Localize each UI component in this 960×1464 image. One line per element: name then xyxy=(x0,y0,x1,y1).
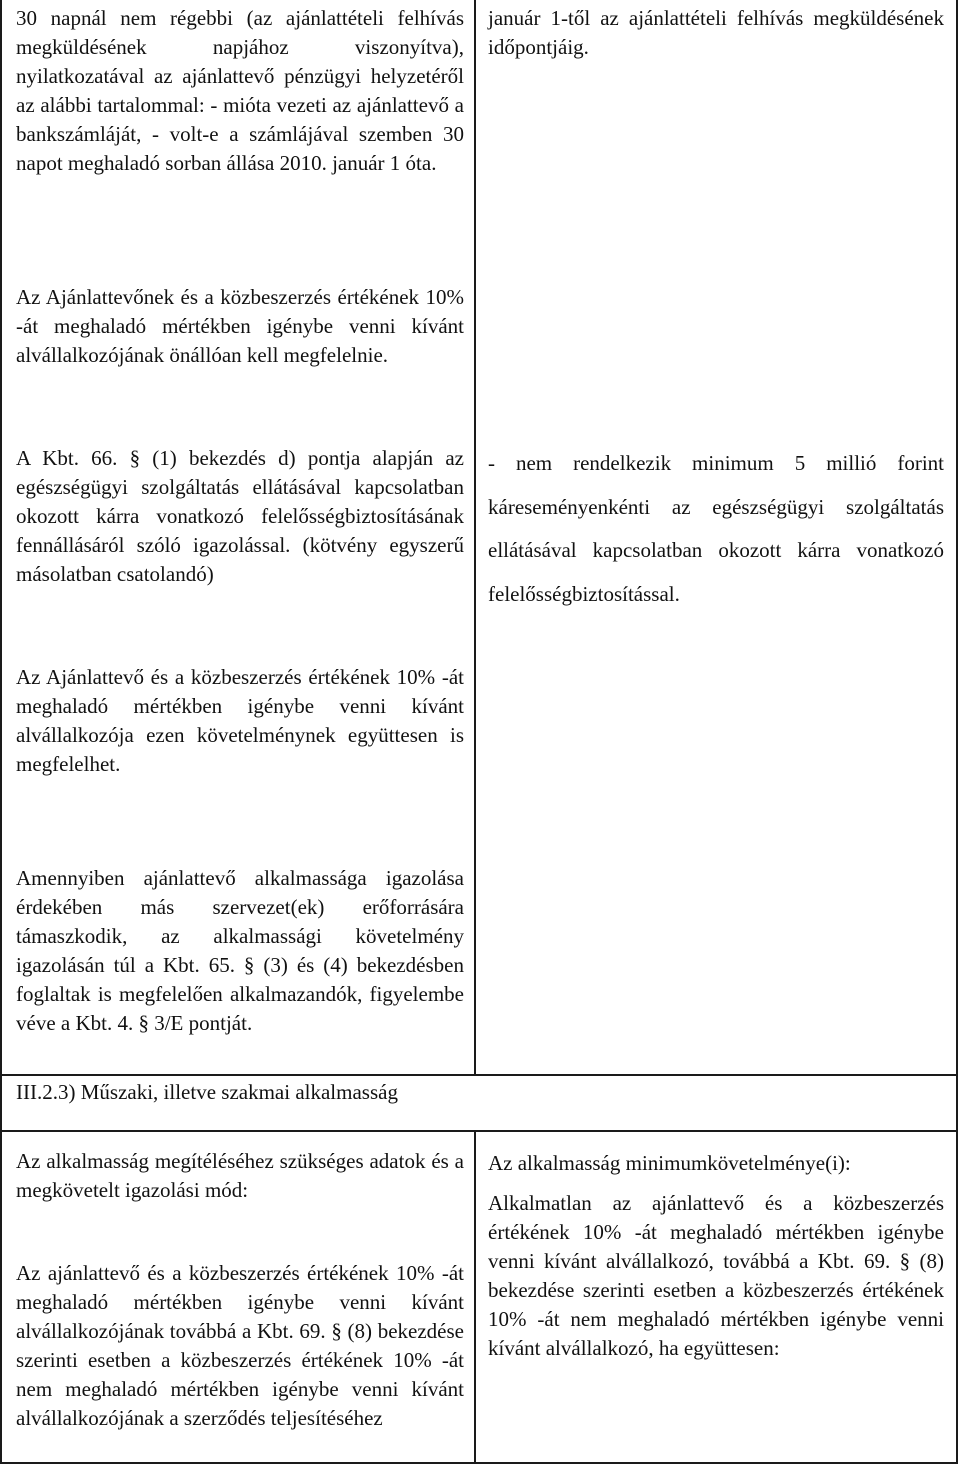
text-other-resources: Amennyiben ajánlattevő alkalmassága igazolása érdekében más szervezet(ek) erőforrására támaszkodik, az alkalmassági követelmény igazolásán túl a Kbt. 65. § (3) és (4) bekezdésben foglaltak is megfelelően alkalmazandók, figyelembe véve a Kbt. 4. § 3/E pontját. xyxy=(16,866,464,1035)
right-paragraph-unsuitable xyxy=(488,1189,944,1363)
table-row-divider-bottom xyxy=(0,1130,958,1132)
text-financial-statement: 30 napnál nem régebbi (az ajánlattételi felhívás megküldésének napjához viszonyítva), nyilatkozatával az ajánlattevő pénzügyi helyzetéről az alábbi tartalommal: - mióta vezeti az ajánlattevő a bankszámláját, - volt-e a számlájával szemben 30 napot meghaladó sorban állása 2010. január 1 óta. xyxy=(16,6,464,175)
text-required-data: Az alkalmasság megítéléséhez szükséges adatok és a megkövetelt igazolási mód: xyxy=(16,1149,464,1202)
text-subcontractor: Az ajánlattevő és a közbeszerzés értékének 10% -át meghaladó mértékben igénybe venni kívánt alvállalkozójának továbbá a Kbt. 69. § (8) bekezdése szerinti esetben a közbeszerzés értékének 10% -át nem meghaladó mértékben igénybe venni kívánt alvállalkozójának a szerződés teljesítéséhez xyxy=(16,1261,464,1430)
left-paragraph-liability-insurance xyxy=(16,444,464,589)
text-insurance-minimum: - nem rendelkezik minimum 5 millió forint káreseményenkénti az egészségügyi szolgáltatás ellátásával kapcsolatban okozott kárra vonatkozó felelősségbiztosítással. xyxy=(488,451,944,606)
left-paragraph-self-compliance xyxy=(16,283,464,370)
right-paragraph-date-range xyxy=(488,4,944,62)
left-paragraph-required-data xyxy=(16,1147,464,1205)
table-row-divider-top xyxy=(0,1074,958,1076)
left-paragraph-subcontractor xyxy=(16,1259,464,1433)
left-paragraph-joint-compliance xyxy=(16,663,464,779)
section-heading: III.2.3) Műszaki, illetve szakmai alkalmasság xyxy=(16,1080,398,1104)
table-border-left xyxy=(0,0,2,1464)
text-unsuitable: Alkalmatlan az ajánlattevő és a közbeszerzés értékének 10% -át meghaladó mértékben igénybe venni kívánt alvállalkozó, továbbá a Kbt. 69. § (8) bekezdése szerinti esetben a közbeszerzés értékének 10% -át nem meghaladó mértékben igénybe venni kívánt alvállalkozó, ha együttesen: xyxy=(488,1191,944,1360)
right-paragraph-minimum-requirements xyxy=(488,1149,944,1178)
text-self-compliance: Az Ajánlattevőnek és a közbeszerzés értékének 10% -át meghaladó mértékben igénybe venni kívánt alvállalkozójának önállóan kell megfelelnie. xyxy=(16,285,464,367)
text-minimum-requirements: Az alkalmasság minimumkövetelménye(i): xyxy=(488,1151,851,1175)
text-liability-insurance: A Kbt. 66. § (1) bekezdés d) pontja alapján az egészségügyi szolgáltatás ellátásával kapcsolatban okozott kárra vonatkozó felelősségbiztosításának fennállásáról szóló igazolással. (kötvény egyszerű másolatban csatolandó) xyxy=(16,446,464,586)
table-border-middle xyxy=(474,0,476,1074)
text-joint-compliance: Az Ajánlattevő és a közbeszerzés értékének 10% -át meghaladó mértékben igénybe venni kívánt alvállalkozója ezen követelménynek együttesen is megfelelhet. xyxy=(16,665,464,776)
table-border-middle-lower xyxy=(474,1132,476,1464)
left-paragraph-other-resources xyxy=(16,864,464,1038)
left-paragraph-financial-statement xyxy=(16,4,464,178)
right-paragraph-insurance-minimum xyxy=(488,442,944,616)
text-date-range: január 1-től az ajánlattételi felhívás megküldésének időpontjáig. xyxy=(488,6,944,59)
table-border-right xyxy=(956,0,958,1464)
